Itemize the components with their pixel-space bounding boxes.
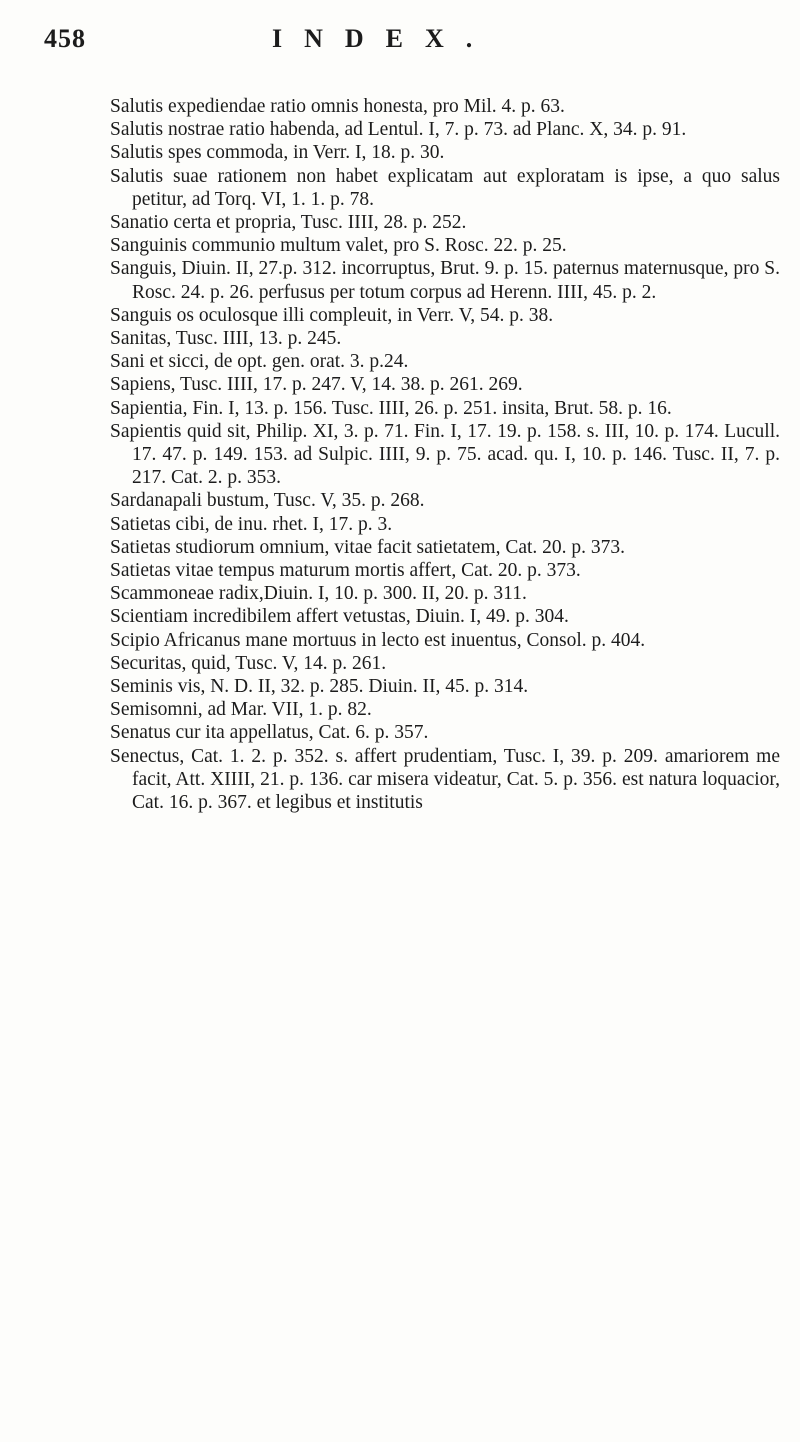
index-entry: Sapientia, Fin. I, 13. p. 156. Tusc. IIII, 26. p. 251. insita, Brut. 58. p. 16. [110,397,672,419]
index-entry: Salutis expediendae ratio omnis honesta, pro Mil. 4. p. 63. [110,96,565,117]
page-number: 458 [44,24,86,53]
index-entry: Satietas studiorum omnium, vitae facit satietatem, Cat. 20. p. 373. [110,536,626,558]
index-entry: Securitas, quid, Tusc. V, 14. p. 261. [110,652,387,674]
index-entry: Seminis vis, N. D. II, 32. p. 285. Diuin. II, 45. p. 314. [110,676,529,698]
index-entry: Sanitas, Tusc. IIII, 13. p. 245. [110,328,342,350]
index-entries [110,95,780,814]
index-entry: Salutis suae rationem non habet explicatam aut exploratam is ipse, a quo salus petitur, ad Torq. VI, 1. 1. p. 78. [110,165,780,210]
index-entry: Sardanapali bustum, Tusc. V, 35. p. 268. [110,490,425,512]
index-entry: Senatus cur ita appellatus, Cat. 6. p. 357. [110,722,429,744]
index-entry: Sapiens, Tusc. IIII, 17. p. 247. V, 14. 38. p. 261. 269. [110,374,523,396]
index-entry: Salutis spes commoda, in Verr. I, 18. p. 30. [110,142,445,164]
index-entry: Senectus, Cat. 1. 2. p. 352. s. affert prudentiam, Tusc. I, 39. p. 209. amariorem me facit, Att. XIIII, 21. p. 136. car misera videatur, Cat. 5. p. 356. est natura loquacior, Cat. 16. p. 367. et legibus et institutis [110,745,780,814]
index-entry: Sani et sicci, de opt. gen. orat. 3. p.24. [110,351,409,373]
index-entry: Scipio Africanus mane mortuus in lecto est inuentus, Consol. p. 404. [110,629,646,651]
index-entry: Satietas vitae tempus maturum mortis affert, Cat. 20. p. 373. [110,560,581,582]
index-entry: Scammoneae radix,Diuin. I, 10. p. 300. II, 20. p. 311. [110,583,527,605]
index-entry: Sanguis os oculosque illi compleuit, in Verr. V, 54. p. 38. [110,304,554,326]
index-entry: Sanguinis communio multum valet, pro S. Rosc. 22. p. 25. [110,235,567,257]
index-entry: Sanguis, Diuin. II, 27.p. 312. incorruptus, Brut. 9. p. 15. paternus maternusque, pro S. Rosc. 24. p. 26. perfusus per totum corpus ad Herenn. IIII, 45. p. 2. [110,258,780,303]
running-title: INDEX. [272,24,495,53]
page-header [44,24,764,64]
index-entry: Sapientis quid sit, Philip. XI, 3. p. 71. Fin. I, 17. 19. p. 158. s. III, 10. p. 174. Lucull. 17. 47. p. 149. 153. ad Sulpic. IIII, 9. p. 75. acad. qu. I, 10. p. 146. Tusc. II, 7. p. 217. Cat. 2. p. 353. [110,420,780,489]
index-entry: Satietas cibi, de inu. rhet. I, 17. p. 3. [110,513,393,535]
index-entry: Salutis nostrae ratio habenda, ad Lentul. I, 7. p. 73. ad Planc. X, 34. p. 91. [110,119,687,141]
index-entry: Scientiam incredibilem affert vetustas, Diuin. I, 49. p. 304. [110,606,569,628]
index-entry: Sanatio certa et propria, Tusc. IIII, 28. p. 252. [110,212,467,234]
index-entry: Semisomni, ad Mar. VII, 1. p. 82. [110,699,372,721]
